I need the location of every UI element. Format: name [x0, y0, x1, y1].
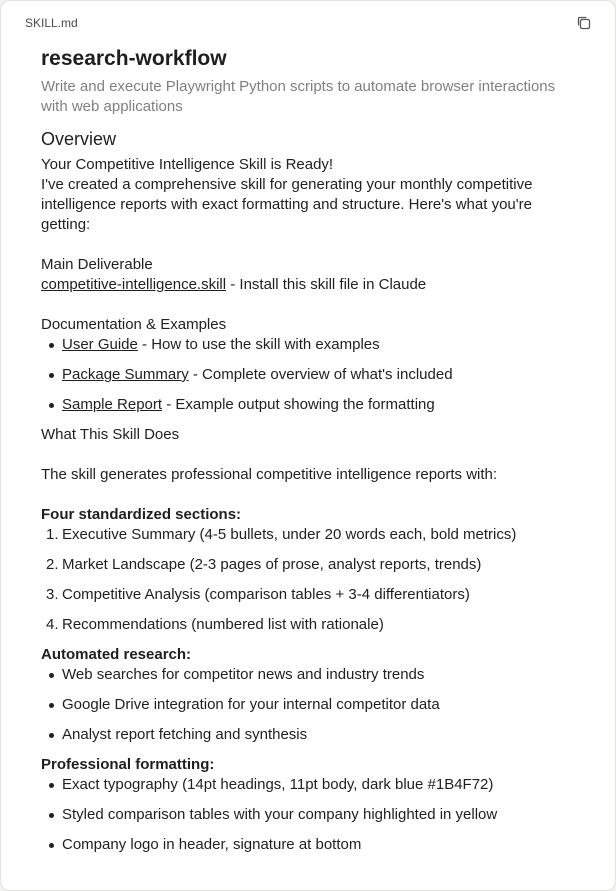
list-item: 4. Recommendations (numbered list with rationale)	[46, 616, 384, 633]
list-item	[41, 695, 571, 725]
main-deliverable-heading: Main Deliverable	[41, 256, 153, 273]
file-name: SKILL.md	[25, 16, 78, 30]
list-item	[41, 395, 571, 425]
main-deliverable-line	[41, 275, 571, 295]
file-header	[1, 1, 615, 45]
automated-list	[41, 665, 571, 755]
list-item-text: Company logo in header, signature at bottom	[62, 836, 362, 853]
list-item-text: - Complete overview of what's included	[188, 366, 453, 383]
list-item-text: - How to use the skill with examples	[137, 336, 380, 353]
list-item-text: - Example output showing the formatting	[162, 396, 435, 413]
list-item-text: Market Landscape (2-3 pages of prose, analyst reports, trends)	[62, 556, 482, 573]
overview-heading: Overview	[41, 129, 117, 149]
page-subtitle: Write and execute Playwright Python scripts to automate browser interactions with web applications	[41, 78, 556, 115]
docs-list	[41, 335, 571, 425]
list-item: 2. Market Landscape (2-3 pages of prose, analyst reports, trends)	[46, 556, 482, 573]
list-item-text: Web searches for competitor news and industry trends	[62, 666, 425, 683]
markdown-content	[41, 45, 571, 865]
intro-text: I've created a comprehensive skill for generating your monthly competitive intelligence reports with exact formatting and structure. Here's what you're getting:	[41, 176, 533, 233]
list-item: 3. Competitive Analysis (comparison tables + 3-4 differentiators)	[46, 586, 470, 603]
skill-file-link[interactable]: competitive-intelligence.skill	[41, 276, 227, 293]
list-item-text: Analyst report fetching and synthesis	[62, 726, 308, 743]
formatting-heading: Professional formatting:	[41, 756, 215, 773]
intro-line: Your Competitive Intelligence Skill is Ready!	[41, 156, 334, 173]
list-item-text: Styled comparison tables with your company highlighted in yellow	[62, 806, 498, 823]
docs-heading: Documentation & Examples	[41, 316, 227, 333]
list-item	[41, 725, 571, 755]
what-heading: What This Skill Does	[41, 426, 180, 443]
main-deliverable-desc: - Install this skill file in Claude	[226, 276, 427, 293]
list-item: 1. Executive Summary (4-5 bullets, under 20 words each, bold metrics)	[46, 526, 517, 543]
list-item-text: Recommendations (numbered list with rationale)	[62, 616, 384, 633]
list-item-text: Exact typography (14pt headings, 11pt body, dark blue #1B4F72)	[62, 776, 494, 793]
page-title: research-workflow	[41, 47, 227, 70]
list-item-text: Google Drive integration for your internal competitor data	[62, 696, 440, 713]
what-text: The skill generates professional competitive intelligence reports with:	[41, 466, 498, 483]
formatting-list	[41, 775, 571, 865]
user-guide-link[interactable]: User Guide	[62, 336, 138, 353]
automated-heading: Automated research:	[41, 646, 192, 663]
four-sections-list	[41, 525, 571, 645]
list-item-text: Executive Summary (4-5 bullets, under 20 words each, bold metrics)	[62, 526, 517, 543]
sample-report-link[interactable]: Sample Report	[62, 396, 163, 413]
package-summary-link[interactable]: Package Summary	[62, 366, 189, 383]
list-item	[41, 835, 571, 865]
list-item	[41, 335, 571, 365]
list-item	[41, 665, 571, 695]
list-item-text: Competitive Analysis (comparison tables + 3-4 differentiators)	[62, 586, 470, 603]
four-sections-heading: Four standardized sections:	[41, 506, 242, 523]
list-item	[41, 775, 571, 805]
copy-icon[interactable]	[575, 14, 593, 32]
list-item	[41, 365, 571, 395]
list-item	[41, 805, 571, 835]
